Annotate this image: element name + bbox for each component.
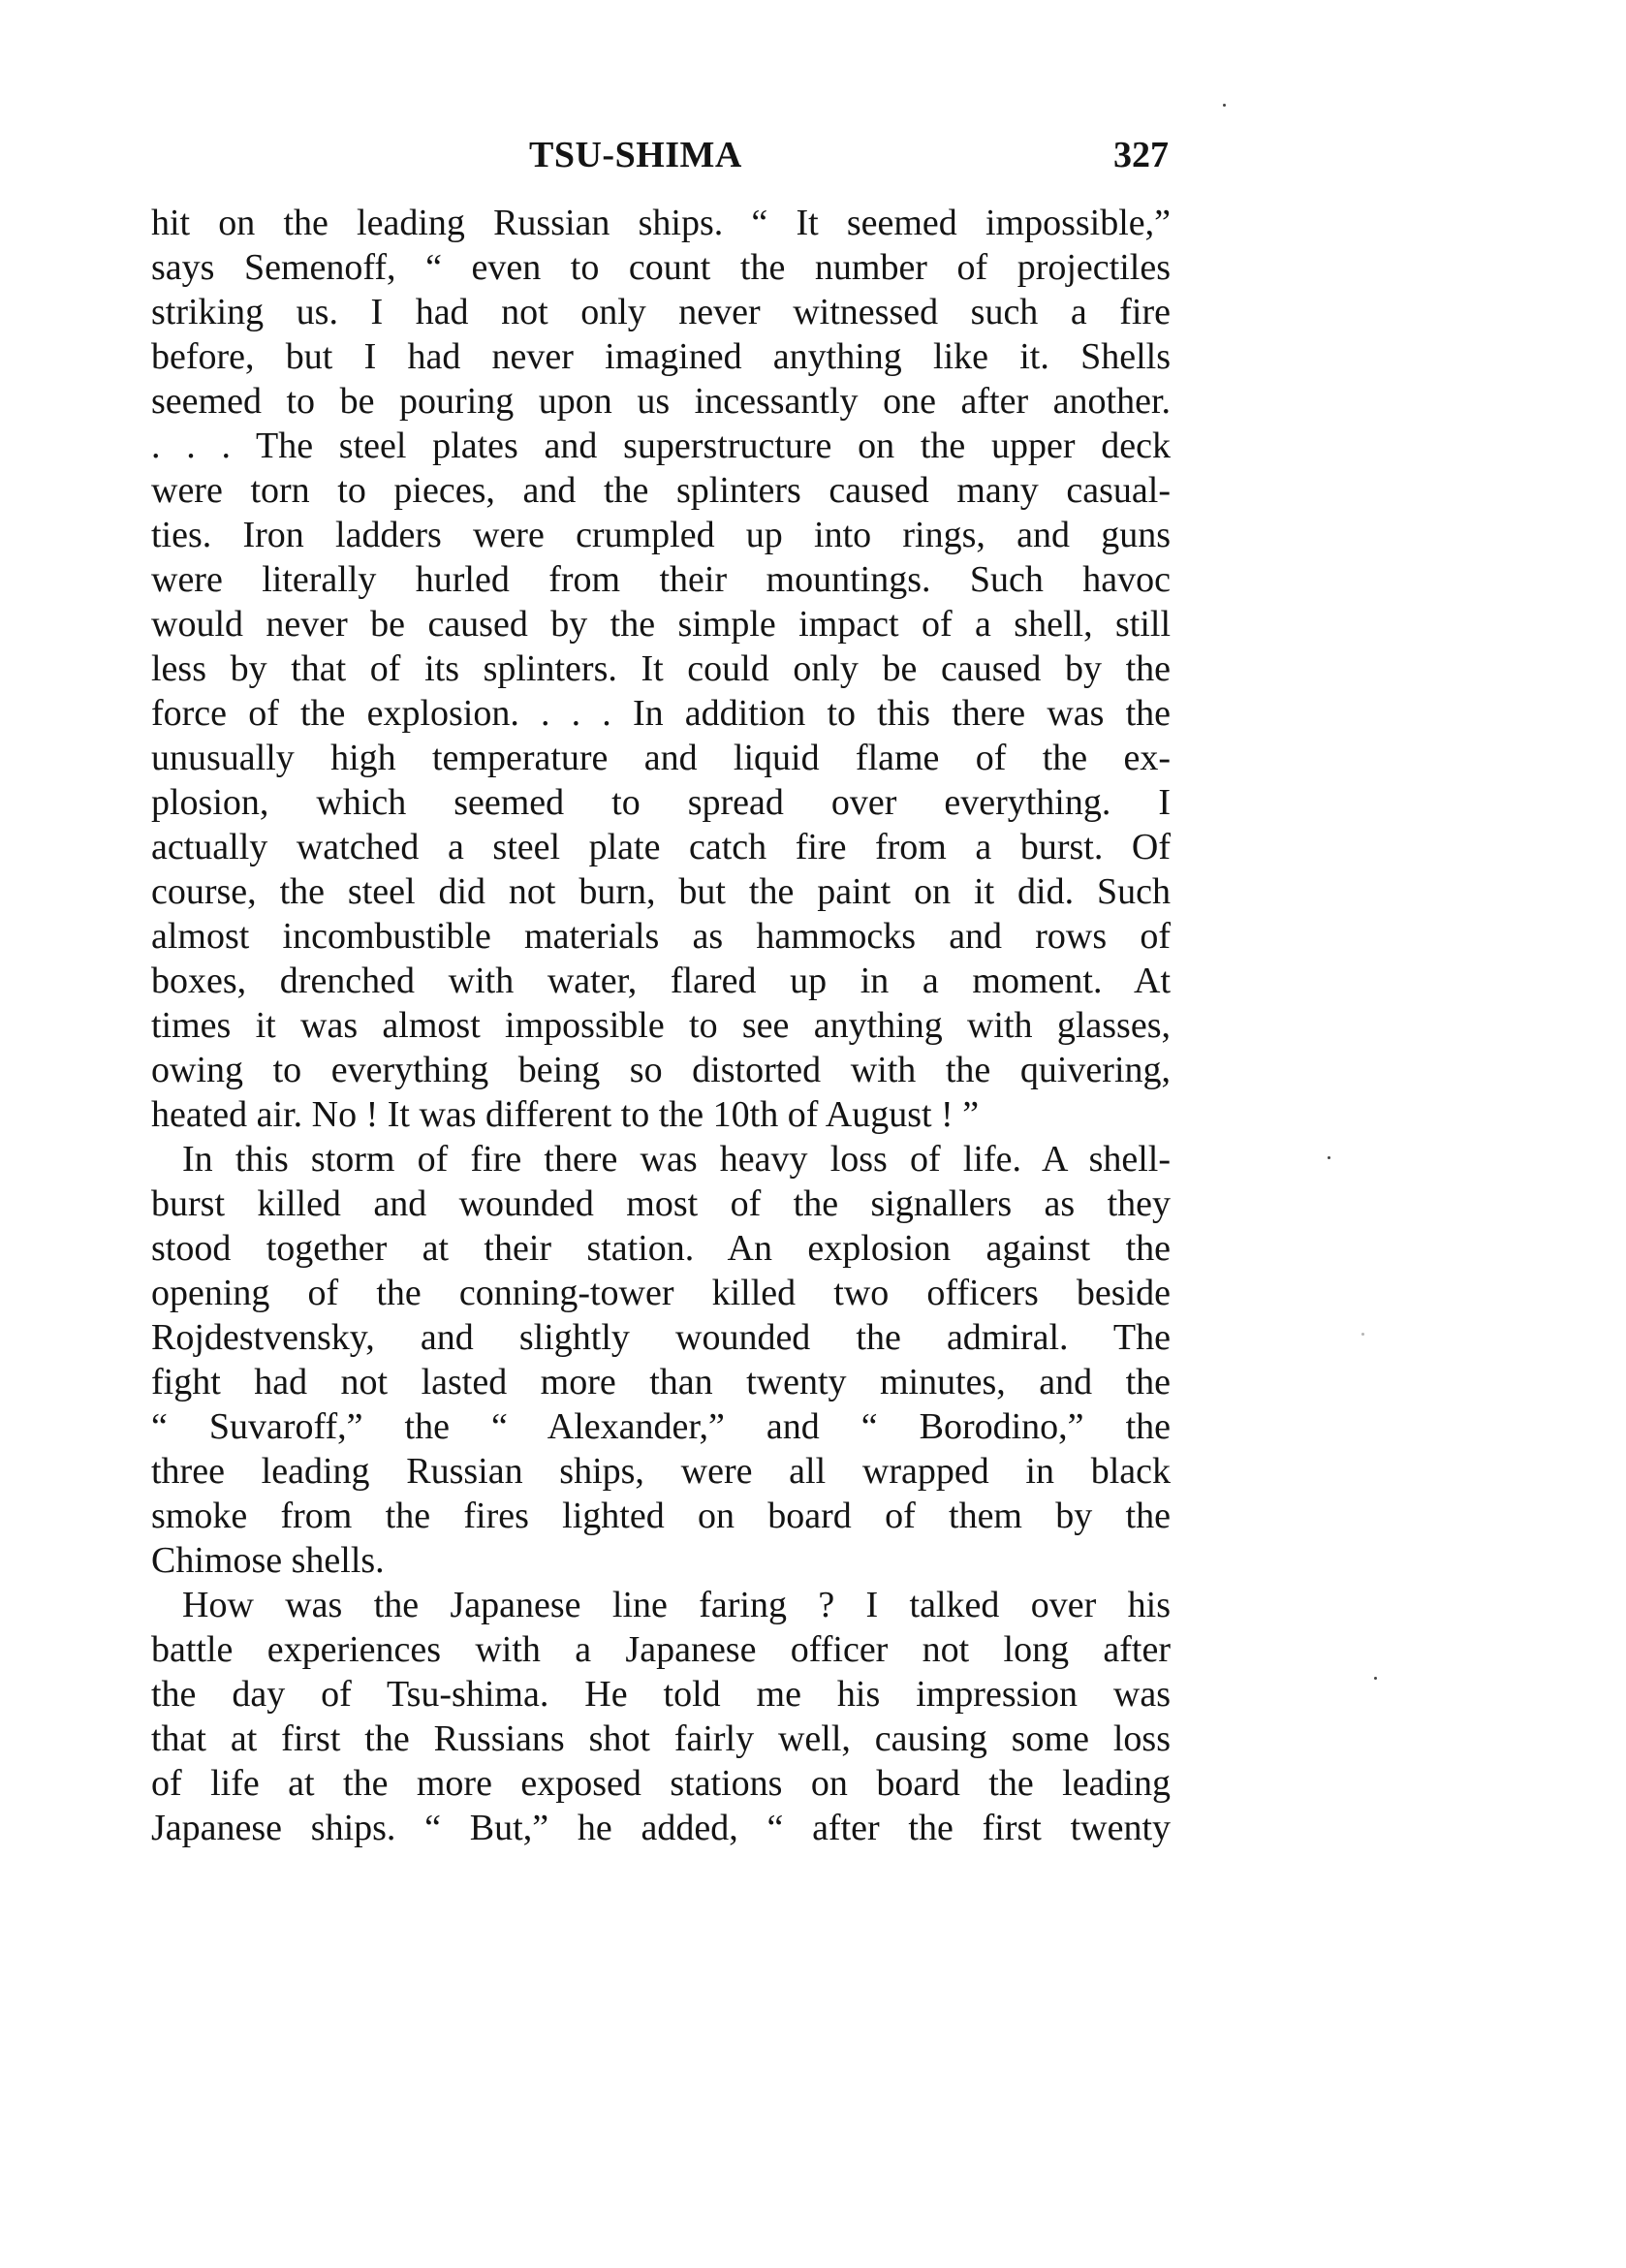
page-number: 327 [1113, 135, 1169, 175]
paragraph-1 [151, 201, 1171, 1137]
scan-speck [1374, 1677, 1377, 1680]
text-line: says Semenoff, “ even to count the number of projectiles [151, 247, 1171, 288]
running-title: TSU-SHIMA [529, 135, 742, 175]
text-line: “ Suvaroff,” the “ Alexander,” and “ Borodino,” the [151, 1406, 1171, 1447]
text-line: Chimose shells. [151, 1540, 385, 1581]
text-line: plosion, which seemed to spread over everything. I [151, 782, 1171, 823]
text-line: seemed to be pouring upon us incessantly one after another. [151, 381, 1171, 422]
text-line: of life at the more exposed stations on board the leading [151, 1763, 1171, 1804]
paragraph-2 [151, 1137, 1171, 1583]
text-line: boxes, drenched with water, flared up in a moment. At [151, 961, 1171, 1001]
scan-speck [1223, 104, 1226, 107]
text-line: that at first the Russians shot fairly well, causing some loss [151, 1718, 1171, 1759]
scan-speck [1328, 1156, 1330, 1159]
text-line: less by that of its splinters. It could only be caused by the [151, 648, 1171, 689]
text-line: times it was almost impossible to see anything with glasses, [151, 1005, 1171, 1046]
text-line: smoke from the fires lighted on board of them by the [151, 1496, 1171, 1536]
text-line: Rojdestvensky, and slightly wounded the admiral. The [151, 1317, 1171, 1358]
text-line: were torn to pieces, and the splinters caused many casual- [151, 470, 1171, 511]
running-head [151, 134, 1169, 182]
text-line: stood together at their station. An explosion against the [151, 1228, 1171, 1269]
text-line: before, but I had never imagined anything like it. Shells [151, 336, 1171, 377]
text-line: three leading Russian ships, were all wrapped in black [151, 1451, 1171, 1492]
text-line: heated air. No ! It was different to the 10th of August ! ” [151, 1094, 980, 1135]
text-line: force of the explosion. . . . In addition to this there was the [151, 693, 1171, 734]
text-line: unusually high temperature and liquid flame of the ex- [151, 738, 1171, 778]
text-line: were literally hurled from their mountings. Such havoc [151, 559, 1171, 600]
text-line: Japanese ships. “ But,” he added, “ after the first twenty [151, 1808, 1171, 1848]
scan-speck [1361, 1333, 1364, 1336]
text-line: actually watched a steel plate catch fire from a burst. Of [151, 827, 1171, 867]
paragraph-3 [151, 1583, 1171, 1850]
text-line: would never be caused by the simple impact of a shell, still [151, 604, 1171, 645]
text-line: hit on the leading Russian ships. “ It seemed impossible,” [151, 203, 1171, 243]
text-line: battle experiences with a Japanese officer not long after [151, 1629, 1171, 1670]
text-line: the day of Tsu-shima. He told me his impression was [151, 1674, 1171, 1715]
text-line: opening of the conning-tower killed two officers beside [151, 1273, 1171, 1313]
text-line: almost incombustible materials as hammocks and rows of [151, 916, 1171, 957]
text-line: ties. Iron ladders were crumpled up into rings, and guns [151, 515, 1171, 555]
text-line: burst killed and wounded most of the signallers as they [151, 1183, 1171, 1224]
text-line: In this storm of fire there was heavy loss of life. A shell- [182, 1139, 1171, 1180]
text-line: owing to everything being so distorted with the quivering, [151, 1050, 1171, 1090]
text-line: striking us. I had not only never witnessed such a fire [151, 292, 1171, 332]
body-text [151, 201, 1171, 1850]
text-line: How was the Japanese line faring ? I talked over his [182, 1585, 1171, 1625]
text-line: . . . The steel plates and superstructure on the upper deck [151, 425, 1171, 466]
text-line: fight had not lasted more than twenty minutes, and the [151, 1362, 1171, 1402]
text-line: course, the steel did not burn, but the paint on it did. Such [151, 871, 1171, 912]
